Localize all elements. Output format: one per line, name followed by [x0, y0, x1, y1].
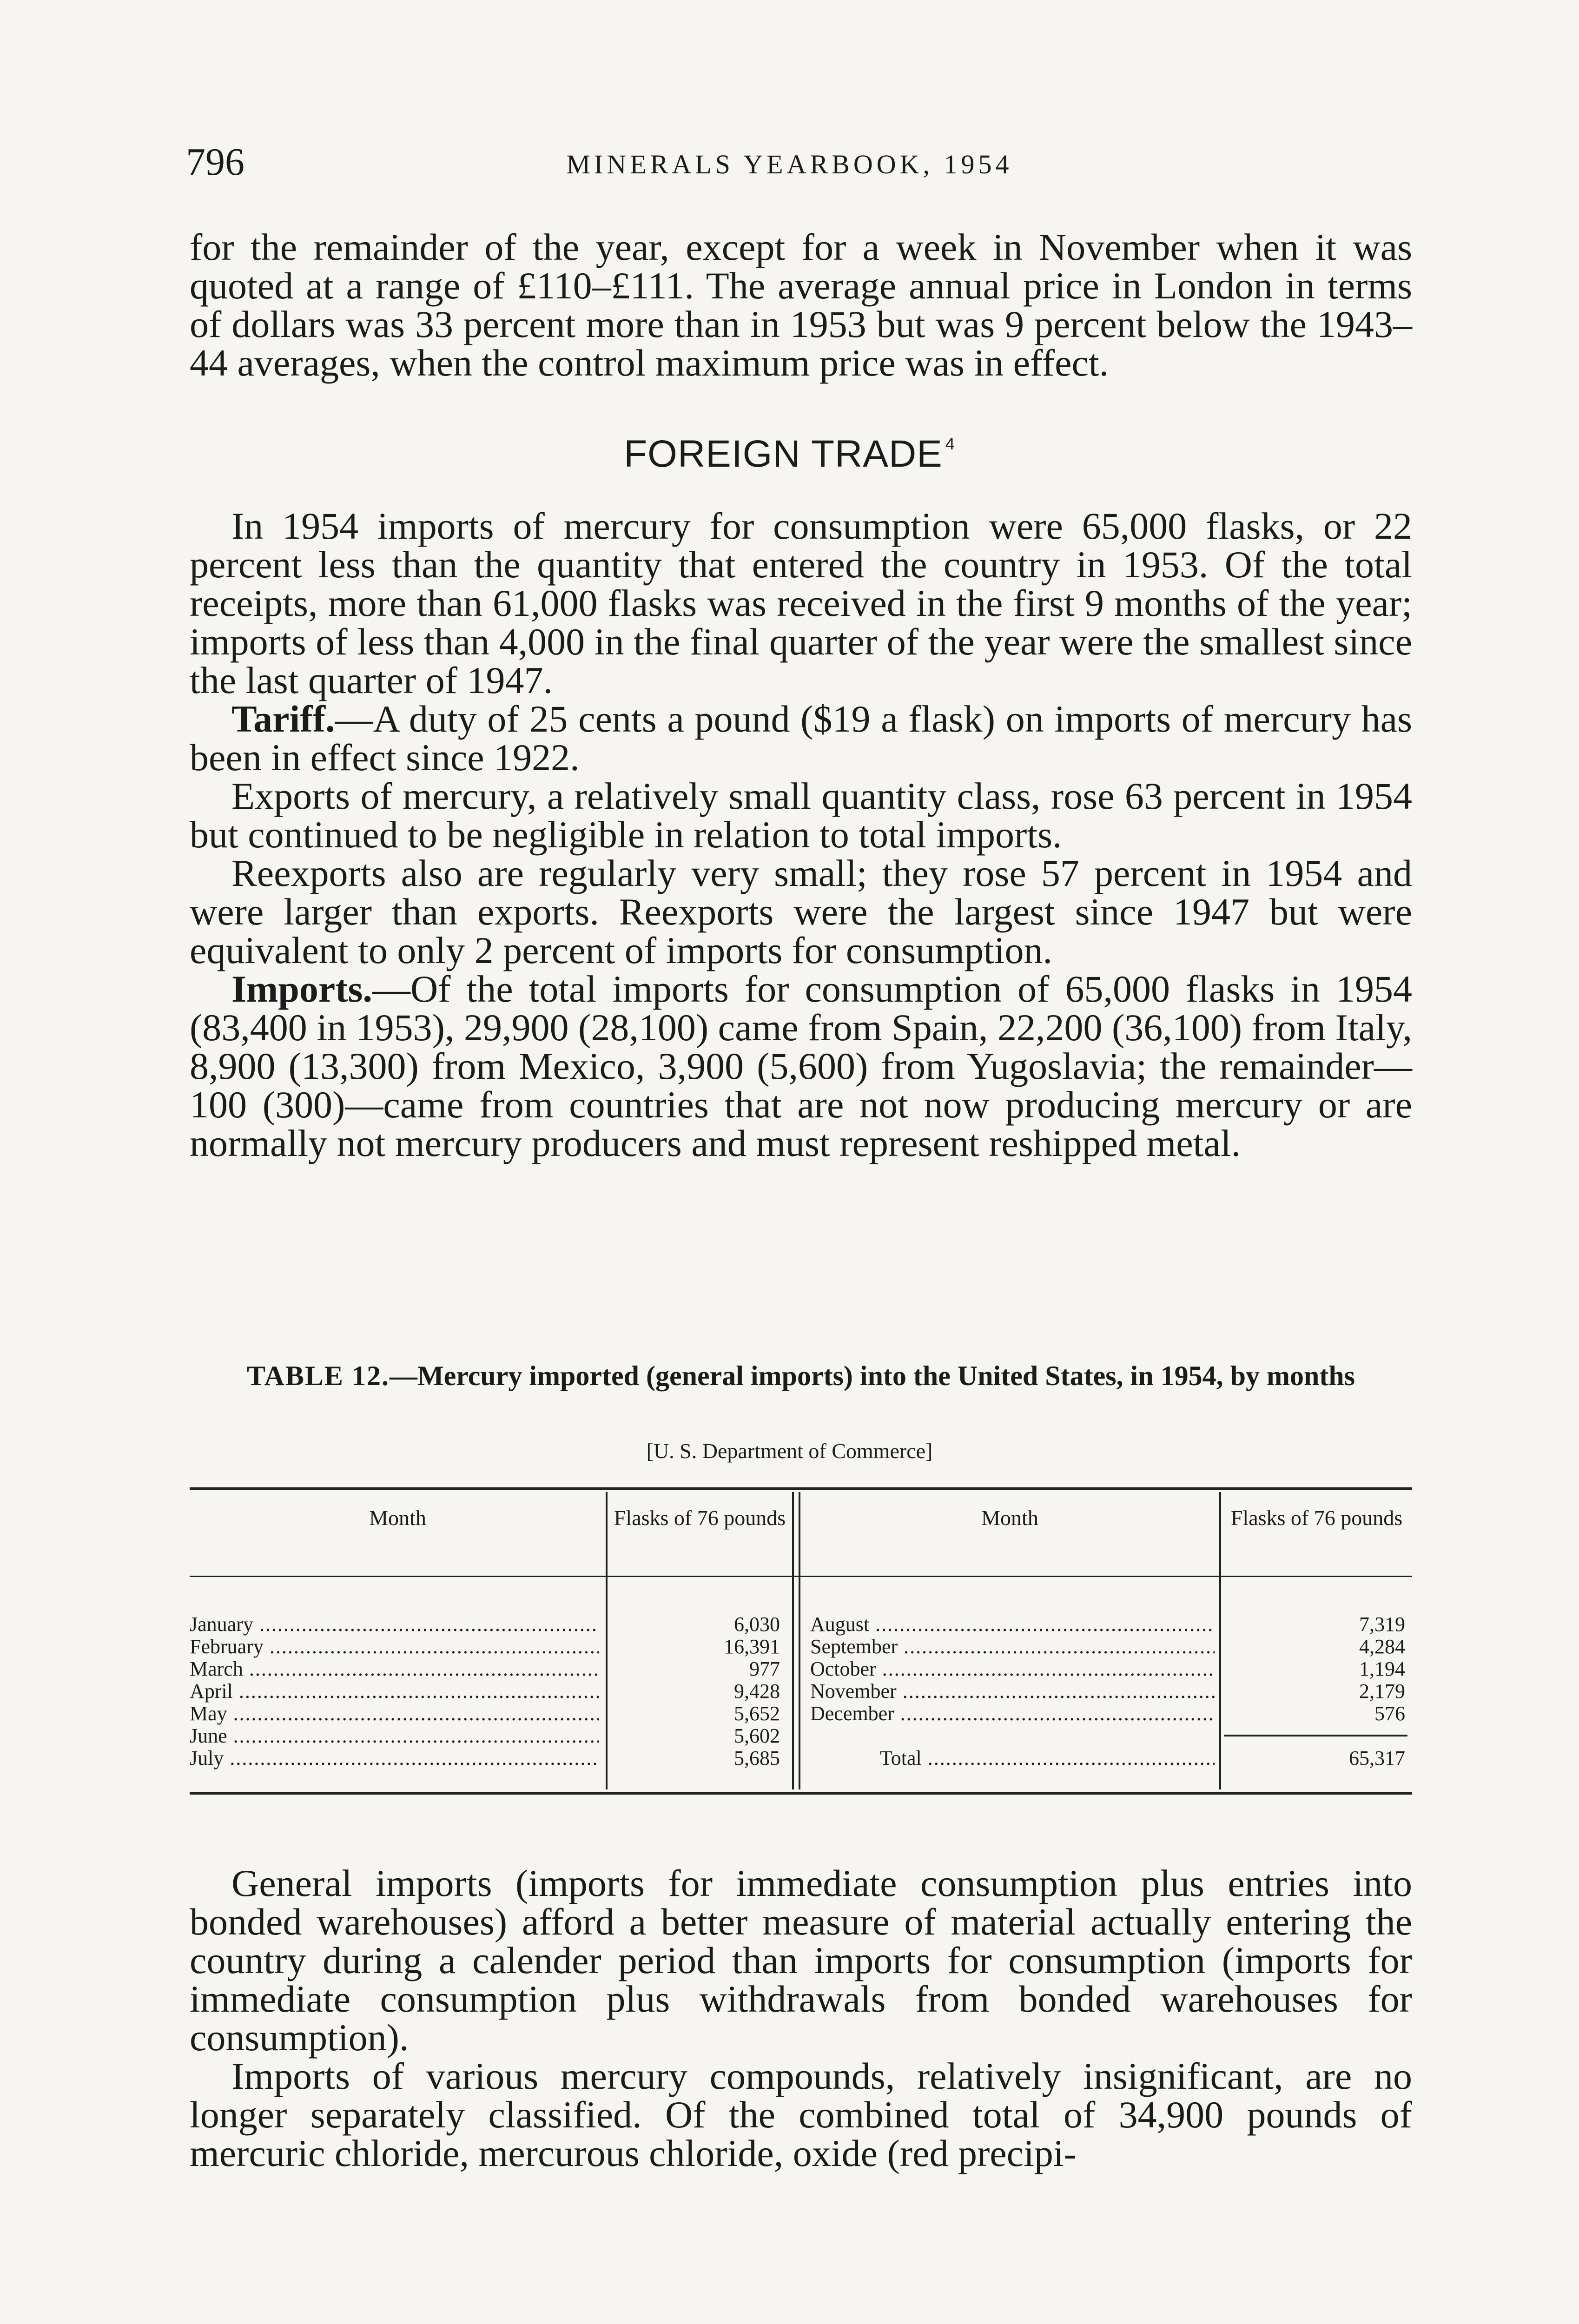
table-row	[190, 1747, 780, 1770]
month-cell: April .....	[190, 1680, 599, 1703]
intro-paragraph	[190, 228, 1412, 382]
table-row	[190, 1613, 780, 1636]
table-row	[190, 1635, 780, 1658]
paragraph-general-imports: General imports (imports for immediate consumption plus entries into bonded warehouses) afford a better measure of material actually entering the country during a calender period than imports for consumption (imports for immediate consumption plus withdrawals from bonded warehouses for consumption).	[190, 1862, 1412, 2059]
table-row	[810, 1635, 1405, 1658]
month-cell: December .....	[810, 1702, 1215, 1725]
table-divider	[799, 1492, 800, 1789]
flasks-cell: 576	[1374, 1702, 1405, 1725]
tariff-text: —A duty of 25 cents a pound ($19 a flask) on imports of mercury has been in effect since 1922.	[190, 698, 1412, 779]
section-heading	[0, 432, 1579, 476]
month-cell: January .....	[190, 1613, 599, 1636]
table-divider	[792, 1492, 794, 1789]
flasks-cell: 977	[749, 1657, 780, 1680]
mercury-imports-table	[190, 1487, 1412, 1794]
intro-text: for the remainder of the year, except for a week in November when it was quoted at a range of £110–£111. The average annual price in London in terms of dollars was 33 percent more than in 1953 but was 9 percent below the 1943–44 averages, when the control maximum price was in effect.	[190, 226, 1412, 384]
month-cell: July .....	[190, 1747, 599, 1770]
table-caption	[190, 1360, 1412, 1392]
paragraph-imports	[190, 970, 1412, 1162]
imports-label: Imports.	[231, 968, 372, 1010]
month-cell: November .....	[810, 1680, 1215, 1703]
total-label: Total .....	[810, 1747, 1215, 1770]
table-row	[810, 1702, 1405, 1725]
flasks-cell: 5,685	[734, 1747, 780, 1769]
month-cell: March .....	[190, 1657, 599, 1681]
section-heading-text: FOREIGN TRADE	[624, 433, 943, 475]
total-row	[810, 1747, 1405, 1770]
table-header-rule	[190, 1576, 1412, 1577]
flasks-cell: 16,391	[724, 1635, 780, 1658]
table-title: —Mercury imported (general imports) into the United States, in 1954, by months	[389, 1360, 1355, 1391]
month-cell: September .....	[810, 1635, 1215, 1658]
flasks-cell: 9,428	[734, 1680, 780, 1703]
col-header-month: Month	[369, 1506, 426, 1530]
flasks-cell: 2,179	[1359, 1680, 1405, 1703]
paragraph-exports: Exports of mercury, a relatively small quantity class, rose 63 percent in 1954 but continued to be negligible in relation to total imports.	[190, 775, 1412, 856]
page-number: 796	[186, 140, 244, 184]
table-row	[810, 1680, 1405, 1703]
col-header-flasks: Flasks of 76 pounds	[1230, 1506, 1403, 1530]
footnote-ref: 4	[945, 434, 955, 453]
imports-text: —Of the total imports for consumption of 65,000 flasks in 1954 (83,400 in 1953), 29,900 (28,100) came from Spain, 22,200 (36,100) from Italy, 8,900 (13,300) from Mexico, 3,900 (5,600) from Yugoslavia; the remainder—100 (300)—came from countries that are not now producing mercury or are normally not mercury producers and must represent reshipped metal.	[190, 968, 1412, 1164]
table-top-rule	[190, 1487, 1412, 1490]
table-source: [U. S. Department of Commerce]	[646, 1439, 933, 1463]
flasks-cell: 4,284	[1359, 1635, 1405, 1658]
month-cell: October .....	[810, 1657, 1215, 1681]
table-label: TABLE 12.	[246, 1360, 390, 1391]
flasks-cell: 5,602	[734, 1724, 780, 1747]
table-bottom-rule	[190, 1792, 1412, 1795]
closing-body	[190, 1864, 1412, 2172]
table-row	[190, 1724, 780, 1748]
paragraph-compounds: Imports of various mercury compounds, relatively insignificant, are no longer separately classified. Of the combined total of 34,900 pounds of mercuric chloride, mercurous chloride, oxide (red precipi-	[190, 2055, 1412, 2174]
table-row	[190, 1680, 780, 1703]
month-cell: May .....	[190, 1702, 599, 1725]
running-title: MINERALS YEARBOOK, 1954	[566, 149, 1013, 179]
col-header-flasks: Flasks of 76 pounds	[614, 1506, 786, 1530]
table-row	[810, 1613, 1405, 1636]
paragraph-reexports: Reexports also are regularly very small; they rose 57 percent in 1954 and were larger than exports. Reexports were the largest since 1947 but were equivalent to only 2 percent of imports for consumption.	[190, 852, 1412, 971]
table-row	[190, 1702, 780, 1725]
table-row	[810, 1657, 1405, 1681]
month-cell: June .....	[190, 1724, 599, 1748]
table-row	[190, 1657, 780, 1681]
paragraph-tariff	[190, 700, 1412, 777]
month-cell: February .....	[190, 1635, 599, 1658]
paragraph-imports-summary: In 1954 imports of mercury for consumption were 65,000 flasks, or 22 percent less than the quantity that entered the country in 1953. Of the total receipts, more than 61,000 flasks was received in the first 9 months of the year; imports of less than 4,000 in the final quarter of the year were the smallest since the last quarter of 1947.	[190, 505, 1412, 701]
month-cell: August .....	[810, 1613, 1215, 1636]
foreign-trade-body	[190, 507, 1412, 1162]
tariff-label: Tariff.	[231, 698, 335, 740]
flasks-cell: 6,030	[734, 1613, 780, 1636]
col-header-month: Month	[981, 1506, 1038, 1530]
flasks-cell: 7,319	[1359, 1613, 1405, 1636]
total-rule	[1224, 1735, 1407, 1736]
total-value: 65,317	[1349, 1747, 1405, 1769]
flasks-cell: 5,652	[734, 1702, 780, 1725]
flasks-cell: 1,194	[1359, 1657, 1405, 1680]
